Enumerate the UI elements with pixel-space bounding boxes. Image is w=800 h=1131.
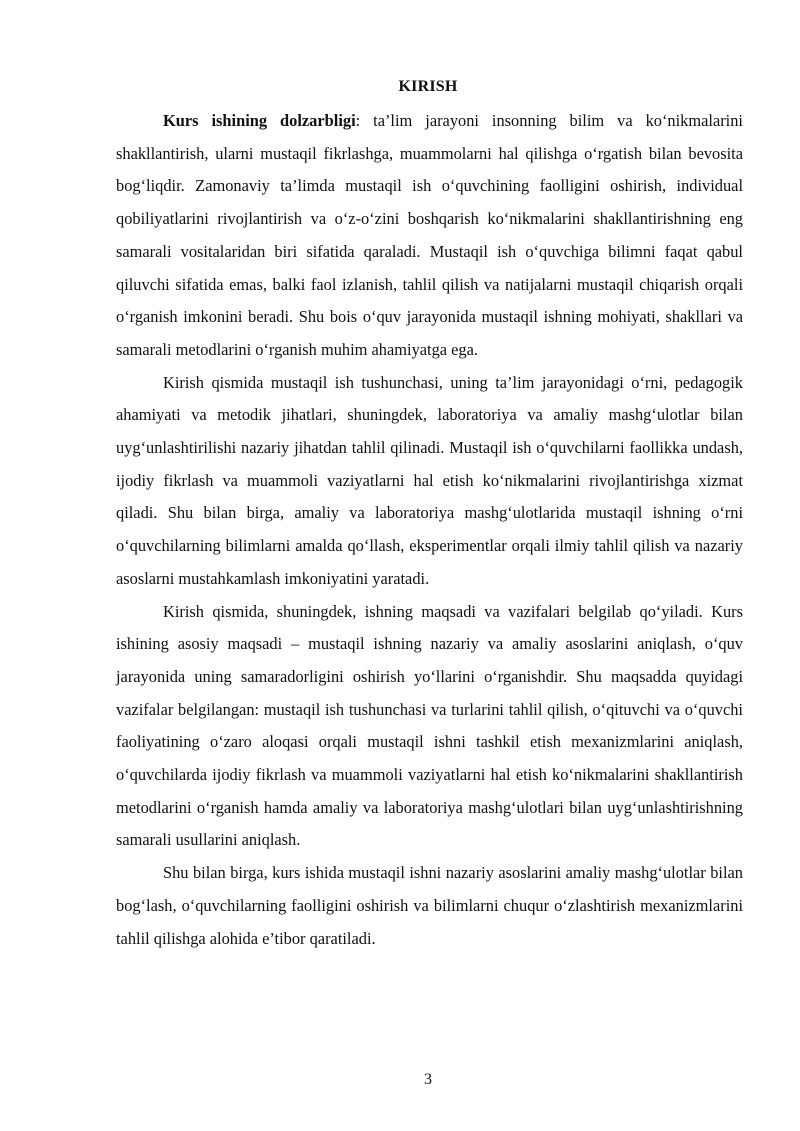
paragraph-relevance (116, 105, 743, 367)
page-title: KIRISH (398, 78, 458, 95)
paragraph-lead: Kurs ishining dolzarbligi (163, 111, 356, 130)
page-number: 3 (424, 1071, 432, 1088)
document-body (116, 105, 743, 955)
paragraph-focus: Shu bilan birga, kurs ishida mustaqil ishni nazariy asoslarini amaliy mashg‘ulotlar bilan bog‘lash, o‘quvchilarning faolligini oshirish va bilimlarni chuqur o‘zlashtirish mexanizmlarini tahlil qilishga alohida e’tibor qaratiladi. (116, 863, 743, 948)
paragraph-concept: Kirish qismida mustaqil ish tushunchasi, uning ta’lim jarayonidagi o‘rni, pedagogik ahamiyati va metodik jihatlari, shuningdek, laboratoriya va amaliy mashg‘ulotlar bilan uyg‘unlashtirilishi nazariy jihatdan tahlil qilinadi. Mustaqil ish o‘quvchilarni faollikka undash, ijodiy fikrlash va muammoli vaziyatlarni hal etish ko‘nikmalarini rivojlantirishga xizmat qiladi. Shu bilan birga, amaliy va laboratoriya mashg‘ulotlarida mustaqil ishning o‘rni o‘quvchilarning bilimlarni amalda qo‘llash, eksperimentlar orqali ilmiy tahlil qilish va nazariy asoslarni mustahkamlash imkoniyatini yaratadi. (116, 372, 743, 588)
paragraph-goals: Kirish qismida, shuningdek, ishning maqsadi va vazifalari belgilab qo‘yiladi. Kurs ishining asosiy maqsadi – mustaqil ishning nazariy va amaliy asoslarini aniqlash, o‘quv jarayonida uning samaradorligini oshirish yo‘llarini o‘rganishdir. Shu maqsadda quyidagi vazifalar belgilangan: mustaqil ish tushunchasi va turlarini tahlil qilish, o‘qituvchi va o‘quvchi faoliyatining o‘zaro aloqasi orqali mustaqil ishni tashkil etish mexanizmlarini aniqlash, o‘quvchilarda ijodiy fikrlash va muammoli vaziyatlarni hal etish ko‘nikmalarini shakllantirish metodlarini o‘rganish hamda amaliy va laboratoriya mashg‘ulotlari bilan uyg‘unlashtirishning samarali usullarini aniqlash. (116, 601, 743, 850)
paragraph-text: : ta’lim jarayoni insonning bilim va ko‘nikmalarini shakllantirish, ularni mustaqil fikrlashga, muammolarni hal qilishga o‘rgatish bilan bevosita bog‘liqdir. Zamonaviy ta’limda mustaqil ish o‘quvchining faolligini oshirish, individual qobiliyatlarini rivojlantirish va o‘z-o‘zini boshqarish ko‘nikmalarini shakllantirishning eng samarali vositalaridan biri sifatida qaraladi. Mustaqil ish o‘quvchiga bilimni faqat qabul qiluvchi sifatida emas, balki faol izlanish, tahlil qilish va natijalarni mustaqil chiqarish orqali o‘rganish imkonini beradi. Shu bois o‘quv jarayonida mustaqil ishning mohiyati, shakllari va samarali metodlarini o‘rganish muhim ahamiyatga ega. (116, 111, 743, 359)
